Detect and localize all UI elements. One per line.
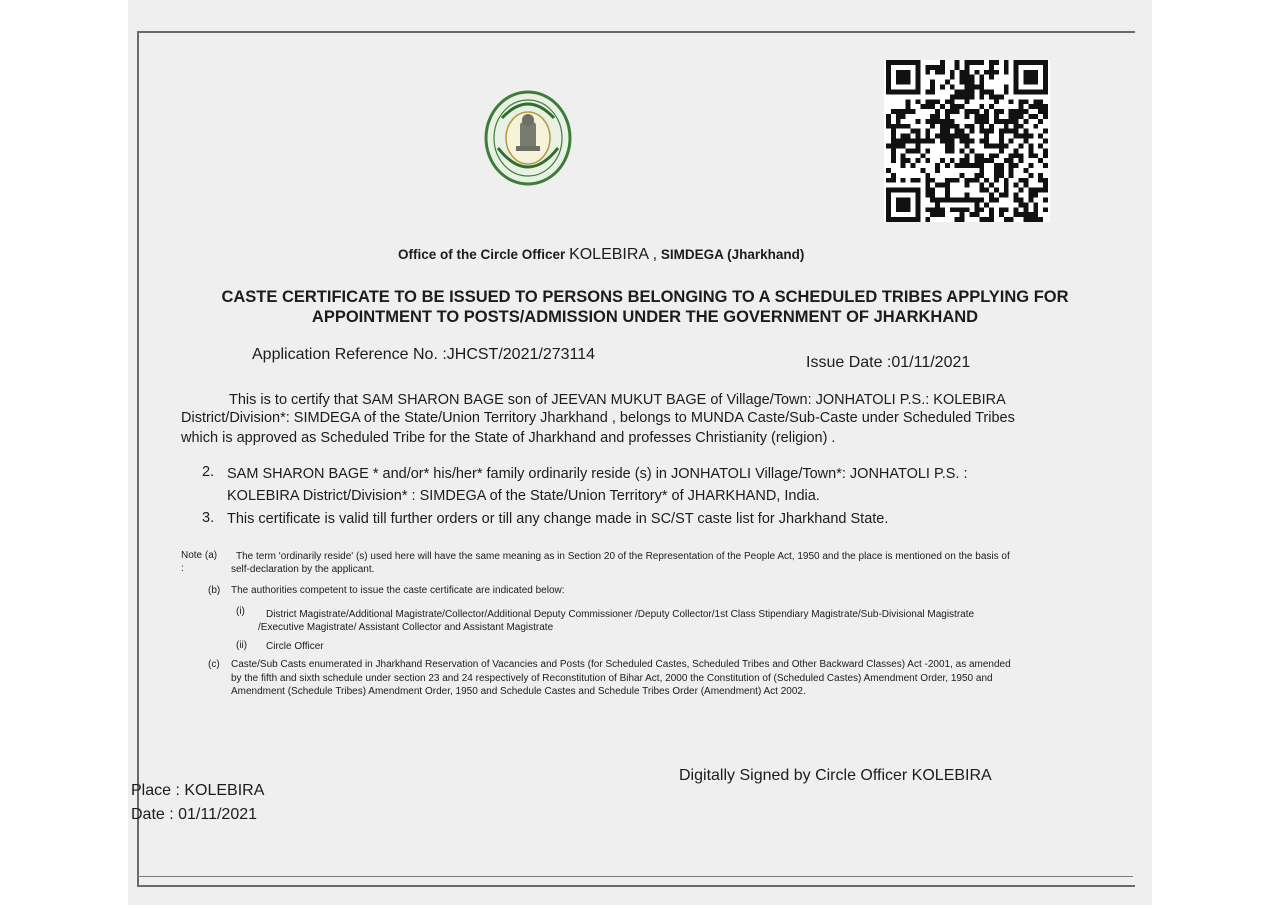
note-c-line2: by the fifth and sixth schedule under section 23 and 24 respectively of Reconstitution of Bihar Act, 2000 the Constitution of (Scheduled Castes) Amendment Order, 1950 and [231,673,993,684]
digital-signature: Digitally Signed by Circle Officer KOLEBIRA [679,767,992,784]
para3-number: 3. [202,510,215,526]
note-b-text: The authorities competent to issue the caste certificate are indicated below: [231,585,565,596]
note-c-line3: Amendment (Schedule Tribes) Amendment Order, 1950 and Schedule Castes and Schedule Tribes Order (Amendment) Act 2002. [231,686,806,697]
para2-line2: KOLEBIRA District/Division* : SIMDEGA of the State/Union Territory* of JHARKHAND, India. [227,488,820,504]
note-c-label: (c) [208,659,220,670]
note-ii-label: (ii) [236,640,248,651]
note-label: Note (a) [181,550,218,561]
certificate-border-inner [137,876,1133,877]
note-ii-text: Circle Officer [266,641,324,652]
para1-line1: This is to certify that SAM SHARON BAGE son of JEEVAN MUKUT BAGE of Village/Town: JONHATOLI P.S.: KOLEBIRA [229,392,1006,408]
note-a-line1: The term 'ordinarily reside' (s) used here will have the same meaning as in Section 20 of the Representation of the People Act, 1950 and the place is mentioned on the basis of [236,551,1010,562]
jharkhand-emblem-seal [484,88,572,188]
title-line-2: APPOINTMENT TO POSTS/ADMISSION UNDER THE GOVERNMENT OF JHARKHAND [311,308,979,326]
para1-line2: District/Division*: SIMDEGA of the State/Union Territory Jharkhand , belongs to MUNDA Caste/Sub-Caste under Scheduled Tribes [181,410,1015,426]
application-reference: Application Reference No. :JHCST/2021/273114 [252,346,596,363]
issue-date: Issue Date :01/11/2021 [806,354,971,371]
note-c-line1: Caste/Sub Casts enumerated in Jharkhand Reservation of Vacancies and Posts (for Scheduled Castes, Scheduled Tribes and Other Backward Classes) Act -2001, as amended [231,659,1011,670]
certificate-title [150,287,1140,327]
para3-text: This certificate is valid till further orders or till any change made in SC/ST caste list for Jharkhand State. [227,511,889,527]
date-label: Date : 01/11/2021 [131,806,258,823]
office-suffix: SIMDEGA (Jharkhand) [660,247,805,262]
para2-line1: SAM SHARON BAGE * and/or* his/her* family ordinarily reside (s) in JONHATOLI Village/Town*: JONHATOLI P.S. : [227,466,968,482]
office-line [398,246,804,264]
note-b-label: (b) [208,585,221,596]
para2-number: 2. [202,464,215,480]
note-a-line2: self-declaration by the applicant. [231,564,375,575]
para1-line3: which is approved as Scheduled Tribe for the State of Jharkhand and professes Christianity (religion) . [181,430,836,446]
note-i-line1: District Magistrate/Additional Magistrate/Collector/Additional Deputy Commissioner /Deputy Collector/1st Class Stipendiary Magistrate/Sub-Divisional Magistrate [266,609,975,620]
note-colon: : [181,563,184,574]
office-place: KOLEBIRA , [569,246,658,263]
qr-code [884,60,1050,222]
note-i-label: (i) [236,606,245,617]
office-prefix: Office of the Circle Officer [398,247,566,262]
place-label: Place : KOLEBIRA [131,782,265,799]
title-line-1: CASTE CERTIFICATE TO BE ISSUED TO PERSONS BELONGING TO A SCHEDULED TRIBES APPLYING FOR [221,288,1069,306]
note-i-line2: /Executive Magistrate/ Assistant Collector and Assistant Magistrate [258,622,554,633]
